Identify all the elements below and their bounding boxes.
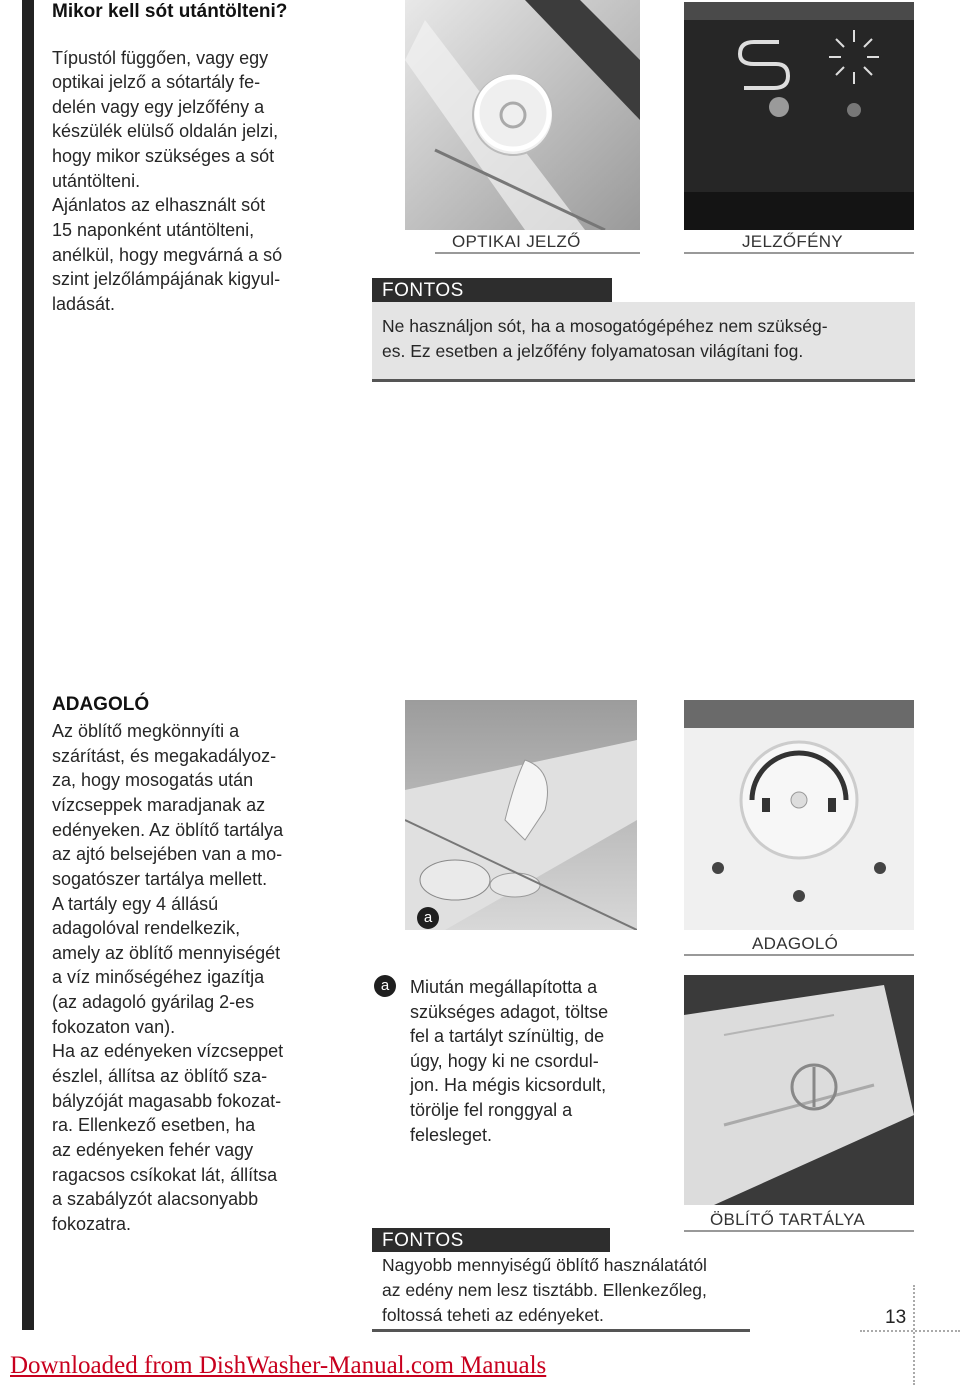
step-line: Miután megállapította a <box>410 977 598 997</box>
dispenser-line: amely az öblítő mennyiségét <box>52 943 281 963</box>
crop-mark <box>913 1285 915 1385</box>
salt-line: hogy mikor szükséges a sót <box>52 146 275 166</box>
salt-line: utántölteni. <box>52 171 141 191</box>
dispenser-line: a szabályzót alacsonyabb <box>52 1189 259 1209</box>
dispenser-line: az edényeken fehér vagy <box>52 1140 254 1160</box>
page-number: 13 <box>885 1307 907 1328</box>
salt-line: szint jelzőlámpájának kigyul- <box>52 269 281 289</box>
dispenser-line: fokozaton van). <box>52 1017 176 1037</box>
caption-underline <box>684 252 914 254</box>
salt-line: Ajánlatos az elhasznált sót <box>52 195 266 215</box>
dispenser-line: edényeken. Az öblítő tartálya <box>52 820 284 840</box>
dispenser-line: za, hogy mosogatás után <box>52 770 254 790</box>
rinse-note-header: FONTOS <box>372 1228 610 1252</box>
photo-label-a: a <box>417 907 439 929</box>
step-line: fel a tartályt színültig, de <box>410 1026 605 1046</box>
rinse-note-line: foltossá teheti az edényeket. <box>382 1305 604 1325</box>
dispenser-line: A tartály egy 4 állású <box>52 894 219 914</box>
salt-line: optikai jelző a sótartály fe- <box>52 72 261 92</box>
salt-section-title: Mikor kell sót utántölteni? <box>52 1 288 22</box>
dispenser-line: (az adagoló gyárilag 2-es <box>52 992 255 1012</box>
salt-line: 15 naponként utántölteni, <box>52 220 255 240</box>
dispenser-section-title: ADAGOLÓ <box>52 694 150 715</box>
salt-note-header: FONTOS <box>372 278 612 302</box>
dispenser-line: észlel, állítsa az öblítő sza- <box>52 1066 268 1086</box>
dispenser-line: fokozatra. <box>52 1214 132 1234</box>
step-line: jon. Ha mégis kicsordult, <box>410 1075 607 1095</box>
rinse-note-line: Nagyobb mennyiségű öblítő használatától <box>382 1255 707 1275</box>
left-margin-bar <box>22 0 34 1330</box>
rinse-tank-caption: ÖBLÍTŐ TARTÁLYA <box>710 1210 866 1229</box>
dispenser-line: sogatószer tartálya mellett. <box>52 869 268 889</box>
salt-line: készülék elülső oldalán jelzi, <box>52 121 279 141</box>
dispenser-line: Az öblítő megkönnyíti a <box>52 721 240 741</box>
caption-underline <box>684 1230 914 1232</box>
dispenser-line: adagolóval rendelkezik, <box>52 918 241 938</box>
footer-download-link[interactable]: Downloaded from DishWasher-Manual.com Manuals <box>10 1352 547 1379</box>
dispenser-line: a víz minőségéhez igazítja <box>52 967 265 987</box>
step-line: törölje fel ronggyal a <box>410 1100 573 1120</box>
rinse-note-box <box>372 1252 750 1332</box>
step-line: úgy, hogy ki ne csordul- <box>410 1051 599 1071</box>
dispenser-line: ra. Ellenkező esetben, ha <box>52 1115 256 1135</box>
dispenser-line: bályzóját magasabb fokozat- <box>52 1091 282 1111</box>
caption-underline <box>684 954 914 956</box>
dispenser-dial-photo <box>684 700 914 930</box>
step-line: szükséges adagot, töltse <box>410 1002 609 1022</box>
salt-line: anélkül, hogy megvárná a só <box>52 245 283 265</box>
salt-note-box <box>372 302 915 382</box>
warning-light-caption: JELZŐFÉNY <box>742 232 843 251</box>
rinse-tank-photo <box>684 975 914 1205</box>
dispenser-line: vízcseppek maradjanak az <box>52 795 266 815</box>
dispenser-line: az ajtó belsejében van a mo- <box>52 844 283 864</box>
crop-mark <box>860 1330 960 1332</box>
dispenser-line: ragacsos csíkokat lát, állítsa <box>52 1165 278 1185</box>
salt-note-line: Ne használjon sót, ha a mosogatógépéhez nem szükség- <box>382 316 828 336</box>
salt-line: Típustól függően, vagy egy <box>52 48 269 68</box>
optical-indicator-caption: OPTIKAI JELZŐ <box>452 232 581 251</box>
salt-line: ladását. <box>52 294 116 314</box>
dispenser-line: Ha az edényeken vízcseppet <box>52 1041 284 1061</box>
dispenser-caption: ADAGOLÓ <box>752 934 839 953</box>
step-line: felesleget. <box>410 1125 493 1145</box>
rinse-note-line: az edény nem lesz tisztább. Ellenkezőleg, <box>382 1280 707 1300</box>
salt-line: delén vagy egy jelzőfény a <box>52 97 265 117</box>
optical-indicator-photo <box>405 0 640 230</box>
caption-underline <box>435 252 640 254</box>
dispenser-line: szárítást, és megakadályoz- <box>52 746 277 766</box>
step-label-a: a <box>374 975 396 997</box>
warning-light-photo <box>684 2 914 230</box>
salt-note-line: es. Ez esetben a jelzőfény folyamatosan világítani fog. <box>382 341 804 361</box>
filling-photo <box>405 700 637 930</box>
